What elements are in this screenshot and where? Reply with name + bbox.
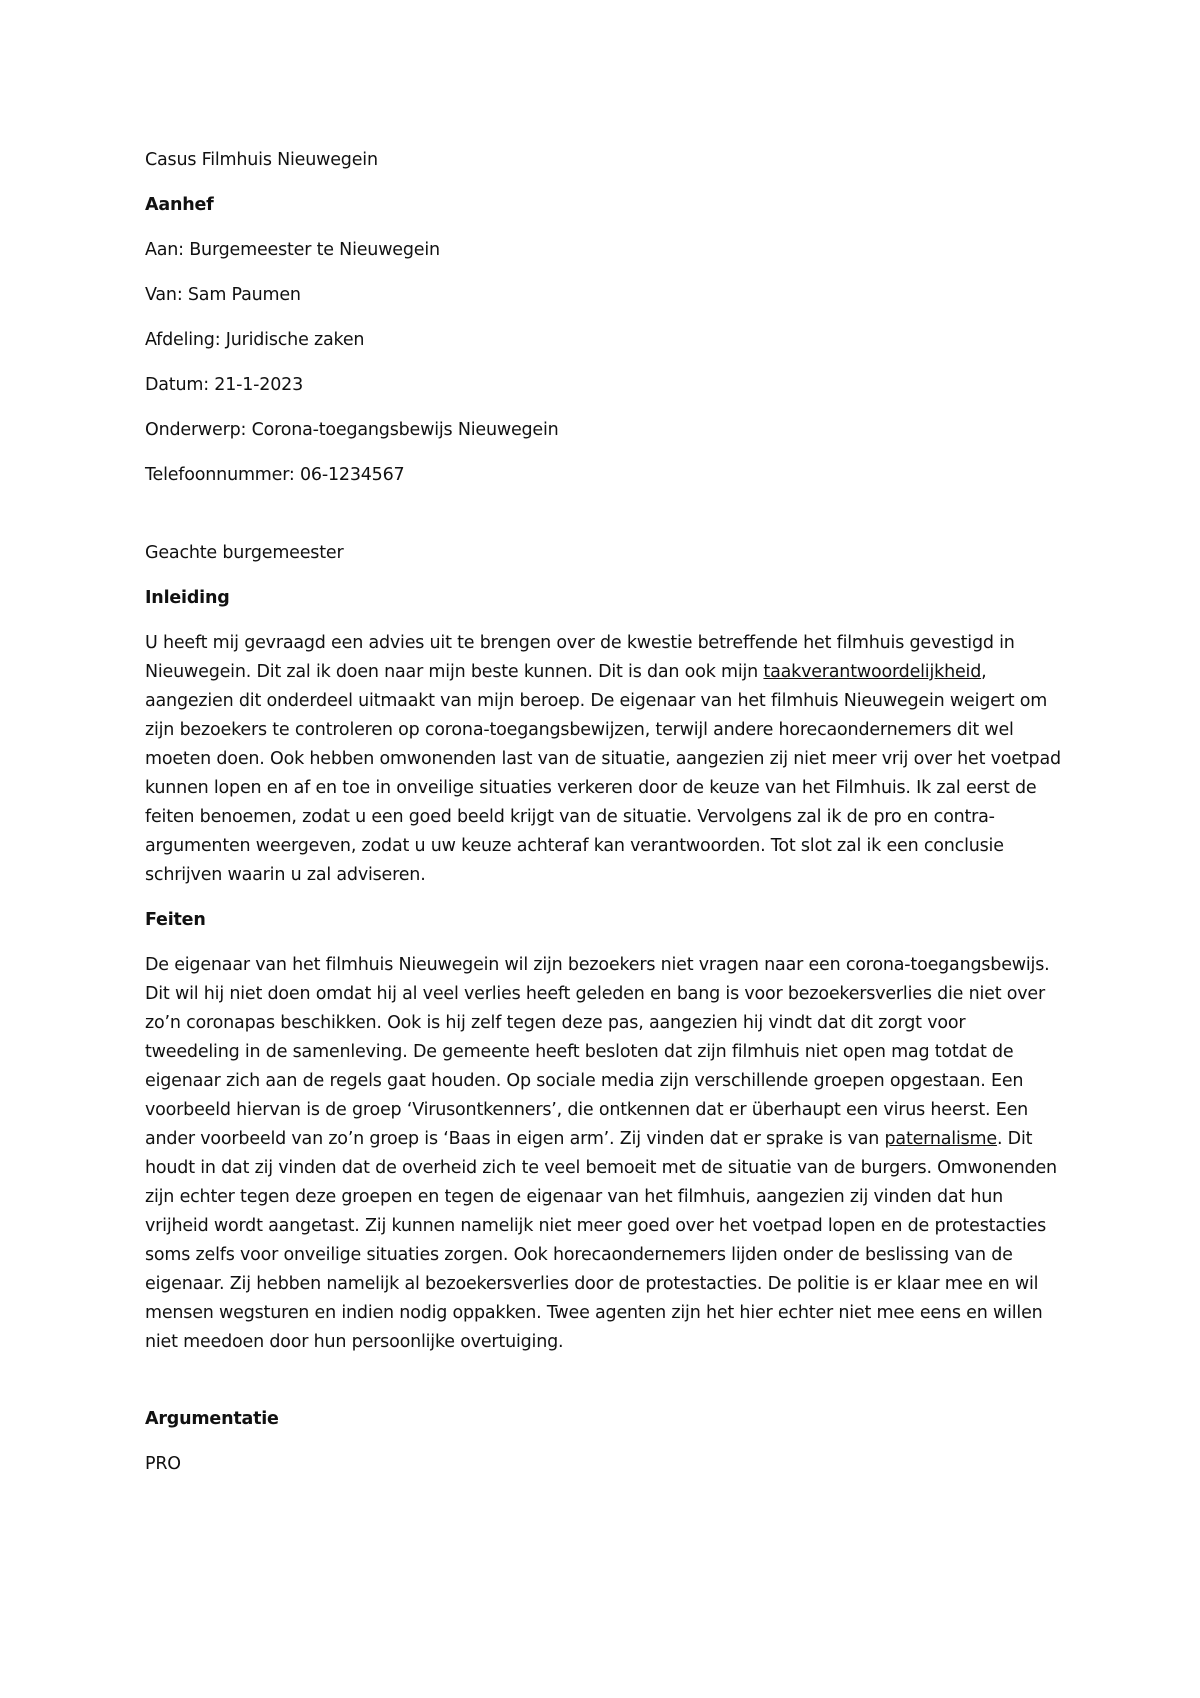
feiten-text-end: . Dit houdt in dat zij vinden dat de overheid zich te veel bemoeit met de situatie van de burgers. Omwonenden zijn echter tegen deze groepen en tegen de eigenaar van het filmhuis, aangezien zij vinden dat hun vrijheid wordt aangetast. Zij kunnen namelijk niet meer goed over het voetpad lopen en de protestacties soms zelfs voor onveilige situaties zorgen. Ook horecaondernemers lijden onder de beslissing van de eigenaar. Zij hebben namelijk al bezoekersverlies door de protestacties. De politie is er klaar mee en wil mensen wegsturen en indien nodig oppakken. Twee agenten zijn het hier echter niet mee eens en willen niet meedoen door hun persoonlijke overtuiging. (145, 1129, 1057, 1352)
header-line-van: Van: Sam Paumen (145, 285, 301, 305)
feiten-paragraph (145, 951, 1065, 1357)
inleiding-text-start: U heeft mij gevraagd een advies uit te brengen over de kwestie betreffende het filmhuis gevestigd in Nieuwegein. Dit zal ik doen naar mijn beste kunnen. Dit is dan ook mijn (145, 633, 1015, 682)
feiten-text-start: De eigenaar van het filmhuis Nieuwegein wil zijn bezoekers niet vragen naar een corona-toegangsbewijs. Dit wil hij niet doen omdat hij al veel verlies heeft geleden en bang is voor bezoekersverlies die niet over zo’n coronapas beschikken. Ook is hij zelf tegen deze pas, aangezien hij vindt dat dit zorgt voor tweedeling in de samenleving. De gemeente heeft besloten dat zijn filmhuis niet open mag totdat de eigenaar zich aan de regels gaat houden. Op sociale media zijn verschillende groepen opgestaan. Een voorbeeld hiervan is de groep ‘Virusontkenners’, die ontkennen dat er überhaupt een virus heerst. Een ander voorbeeld van zo’n groep is ‘Baas in eigen arm’. Zij vinden dat er sprake is van (145, 955, 1050, 1149)
document-body (145, 146, 1065, 1495)
header-line-afdeling: Afdeling: Juridische zaken (145, 330, 365, 350)
header-line-datum: Datum: 21-1-2023 (145, 375, 304, 395)
header-line-aan: Aan: Burgemeester te Nieuwegein (145, 240, 440, 260)
salutation: Geachte burgemeester (145, 543, 344, 563)
document-title: Casus Filmhuis Nieuwegein (145, 150, 378, 170)
aanhef-heading: Aanhef (145, 195, 214, 215)
inleiding-paragraph (145, 629, 1065, 890)
header-line-telefoonnummer: Telefoonnummer: 06-1234567 (145, 465, 405, 485)
inleiding-text-end: , aangezien dit onderdeel uitmaakt van mijn beroep. De eigenaar van het filmhuis Nieuwegein weigert om zijn bezoekers te controleren op corona-toegangsbewijzen, terwijl andere horecaondernemers dit wel moeten doen. Ook hebben omwonenden last van de situatie, aangezien zij niet meer vrij over het voetpad kunnen lopen en af en toe in onveilige situaties verkeren door de keuze van het Filmhuis. Ik zal eerst de feiten benoemen, zodat u een goed beeld krijgt van de situatie. Vervolgens zal ik de pro en contra- argumenten weergeven, zodat u uw keuze achteraf kan verantwoorden. Tot slot zal ik een conclusie schrijven waarin u zal adviseren. (145, 662, 1061, 885)
inleiding-heading: Inleiding (145, 588, 230, 608)
header-line-onderwerp: Onderwerp: Corona-toegangsbewijs Nieuwegein (145, 420, 559, 440)
paternalisme-term: paternalisme (884, 1129, 997, 1149)
feiten-heading: Feiten (145, 910, 206, 930)
argumentatie-heading: Argumentatie (145, 1409, 279, 1429)
taakverantwoordelijkheid-term: taakverantwoordelijkheid (763, 662, 982, 682)
pro-heading: PRO (145, 1454, 181, 1474)
